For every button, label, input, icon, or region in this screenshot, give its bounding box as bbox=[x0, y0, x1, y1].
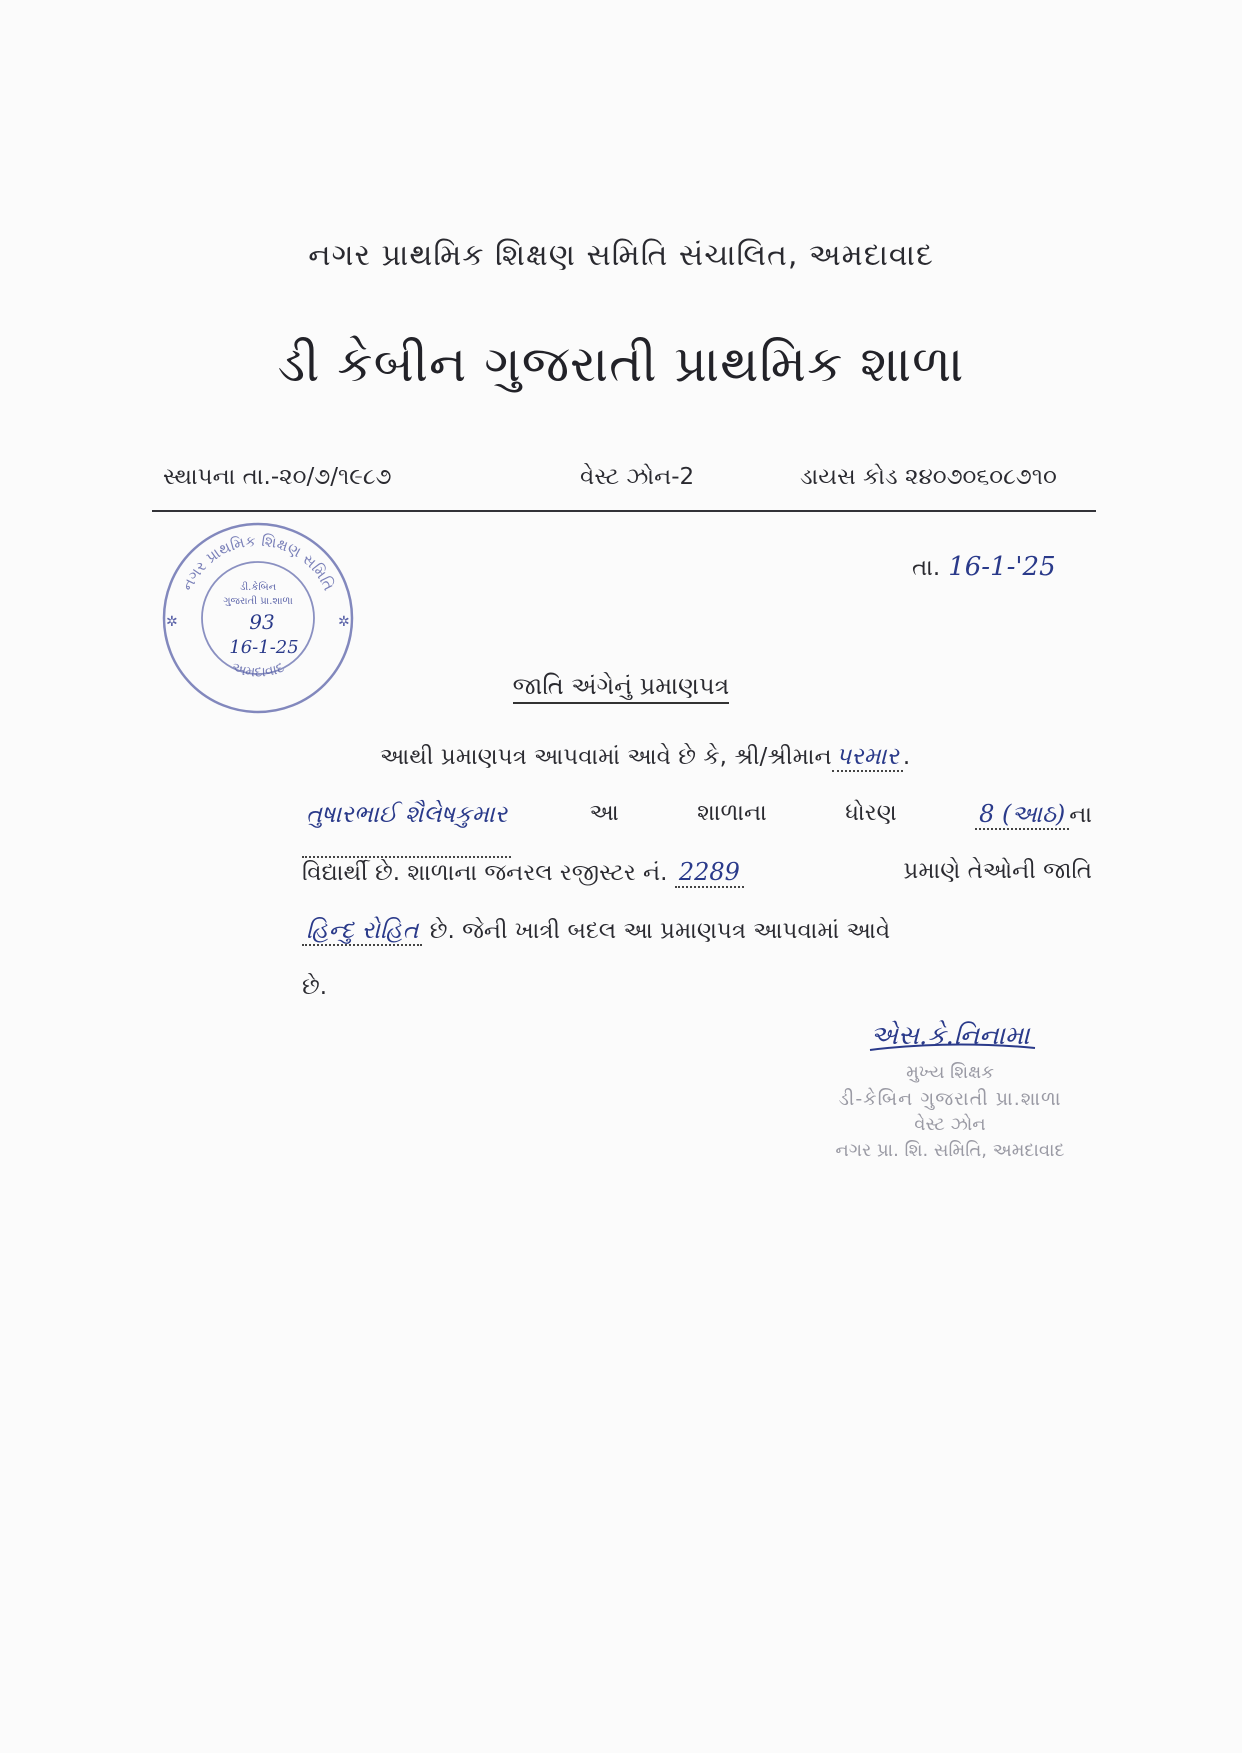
established-date: સ્થાપના તા.-૨૦/૭/૧૯૮૭ bbox=[163, 464, 392, 490]
stamp-bottom-text: અમદાવાદ bbox=[229, 659, 287, 681]
header-divider bbox=[152, 510, 1096, 512]
issue-date bbox=[912, 552, 1056, 582]
signature-school: ડી-કેબિન ગુજરાતી પ્રા.શાળા bbox=[838, 1088, 1062, 1110]
managing-body-title: નગર પ્રાથમિક શિક્ષણ સમિતિ સંચાલિત, અમદાવાદ bbox=[308, 238, 934, 273]
body-line-4-text: છે. જેની ખાત્રી બદલ આ પ્રમાણપત્ર આપવામાં આવે bbox=[429, 918, 891, 944]
star-icon: ✲ bbox=[338, 614, 350, 630]
body-line-1: આથી પ્રમાણપત્ર આપવામાં આવે છે કે, શ્રી/શ્રીમાન પરમાર . bbox=[380, 742, 911, 770]
student-name-field: તુષારભાઈ શૈલેષકુમાર bbox=[302, 800, 511, 858]
principal-title: મુખ્ય શિક્ષક bbox=[906, 1062, 994, 1083]
zone-label: વેસ્ટ ઝોન-2 bbox=[580, 464, 695, 490]
body-line-3-text-a: વિદ્યાર્થી છે. શાળાના જનરલ રજીસ્ટર નં. bbox=[302, 860, 668, 886]
stamp-outward-number: 93 bbox=[249, 610, 275, 634]
surname-field: પરમાર bbox=[832, 742, 903, 772]
caste-field: હિન્દુ રોહિત bbox=[302, 916, 422, 946]
stamp-inner-line-2: ગુજરાતી પ્રા.શાળા bbox=[223, 596, 293, 607]
body-line-2-word-3: ધોરણ bbox=[845, 800, 897, 826]
body-line-5-text: છે. bbox=[302, 974, 328, 1000]
body-line-3 bbox=[302, 858, 1092, 916]
signature-org: નગર પ્રા. શિ. સમિતિ, અમદાવાદ bbox=[835, 1140, 1065, 1161]
issue-date-value: 16-1-'25 bbox=[948, 552, 1056, 582]
stamp-ring-text: નગર પ્રાથમિક શિક્ષણ સમિતિ bbox=[178, 531, 338, 594]
register-number-field: 2289 bbox=[675, 858, 744, 888]
certificate-body bbox=[302, 742, 1092, 1032]
body-line-2 bbox=[302, 800, 1092, 858]
signature-text: એસ.કે.નિનામા bbox=[870, 1021, 1030, 1051]
issue-date-label: તા. bbox=[912, 555, 941, 581]
dise-code: ડાયસ કોડ ૨૪૦૭૦૬૦૮૭૧૦ bbox=[800, 464, 1057, 490]
signature-scribble bbox=[840, 1010, 1060, 1066]
body-line-2-word-4: ના bbox=[1069, 802, 1092, 828]
certificate-heading-text: જાતિ અંગેનું પ્રમાણપત્ર bbox=[513, 672, 730, 704]
certificate-heading bbox=[0, 672, 1242, 700]
body-line-3-text-b: પ્રમાણે તેઓની જાતિ bbox=[903, 858, 1092, 884]
signature-zone: વેસ્ટ ઝોન bbox=[914, 1114, 986, 1135]
school-name: ડી કેબીન ગુજરાતી પ્રાથમિક શાળા bbox=[277, 335, 965, 393]
star-icon: ✲ bbox=[166, 614, 178, 630]
stamp-date: 16-1-25 bbox=[229, 637, 299, 658]
principal-signature-block bbox=[800, 1010, 1100, 1164]
body-line-2-word-2: શાળાના bbox=[697, 800, 767, 826]
stamp-inner-line-1: ડી.કેબિન bbox=[239, 582, 277, 593]
standard-field: 8 (આઠ) bbox=[975, 800, 1069, 830]
body-line-2-word-1: આ bbox=[589, 800, 619, 826]
body-line-1-text: આથી પ્રમાણપત્ર આપવામાં આવે છે કે, શ્રી/શ્રીમાન bbox=[380, 744, 832, 770]
body-line-4 bbox=[302, 916, 1092, 974]
